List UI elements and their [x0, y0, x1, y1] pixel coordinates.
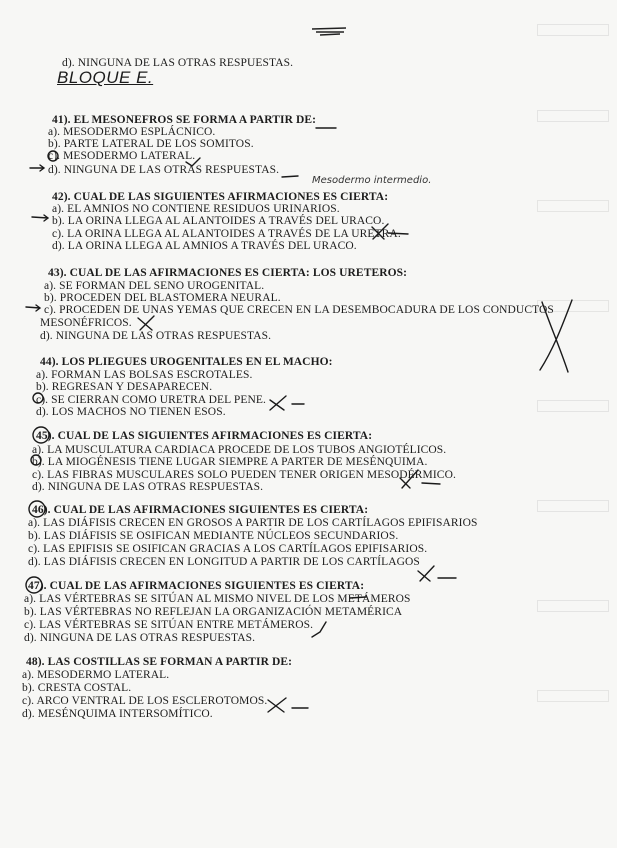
question-stem: 45). CUAL DE LAS SIGUIENTES AFIRMACIONES ES CIERTA:	[36, 430, 373, 442]
cross-mark	[372, 224, 408, 239]
big-cross-mark	[540, 300, 572, 372]
cross-mark	[270, 396, 304, 410]
check-mark	[186, 158, 200, 166]
cross-mark	[138, 316, 154, 330]
question-stem: 46). CUAL DE LAS AFIRMACIONES SIGUIENTES ES CIERTA:	[32, 504, 369, 516]
number-circle-mark	[29, 501, 45, 517]
dash-mark	[282, 176, 298, 177]
answer-option: d). NINGUNA DE LAS OTRAS RESPUESTAS.	[48, 164, 280, 176]
answer-option: a). LAS DIÁFISIS CRECEN EN GROSOS A PARTIR DE LOS CARTÍLAGOS EPIFISARIOS	[28, 517, 478, 529]
answer-option: b). REGRESAN Y DESAPARECEN.	[36, 381, 213, 393]
answer-option: c). SE CIERRAN COMO URETRA DEL PENE.	[36, 394, 266, 406]
answer-option: a). MESODERMO ESPLÁCNICO.	[48, 126, 216, 138]
answer-option: c). LAS FIBRAS MUSCULARES SOLO PUEDEN TENER ORIGEN MESODÉRMICO.	[32, 469, 456, 481]
answer-option: d). NINGUNA DE LAS OTRAS RESPUESTAS.	[24, 632, 256, 644]
answer-option: d). NINGUNA DE LAS OTRAS RESPUESTAS.	[40, 330, 272, 342]
question-stem: 48). LAS COSTILLAS SE FORMAN A PARTIR DE:	[26, 656, 293, 668]
question-stem: 43). CUAL DE LAS AFIRMACIONES ES CIERTA: LOS URETEROS:	[48, 267, 408, 279]
answer-option: a). SE FORMAN DEL SENO UROGENITAL.	[44, 280, 265, 292]
answer-option: d). LA ORINA LLEGA AL AMNIOS A TRAVÉS DEL URACO.	[52, 240, 357, 252]
circle-mark	[33, 393, 43, 403]
arrow-mark	[26, 305, 40, 311]
circle-mark	[31, 455, 41, 465]
arrow-mark	[30, 165, 44, 171]
answer-option: b). LA MIOGÉNESIS TIENE LUGAR SIEMPRE A PARTER DE MESÉNQUIMA.	[32, 456, 428, 468]
answer-option: MESONÉFRICOS.	[40, 317, 132, 329]
answer-option: a). LAS VÉRTEBRAS SE SITÚAN AL MISMO NIVEL DE LOS METÁMEROS	[24, 593, 411, 605]
number-circle-mark	[33, 427, 49, 443]
answer-option: d). LOS MACHOS NO TIENEN ESOS.	[36, 406, 226, 418]
arrow-mark	[32, 215, 48, 221]
answer-option: b). LA ORINA LLEGA AL ALANTOIDES A TRAVÉS DEL URACO.	[52, 215, 385, 227]
dash-mark	[350, 597, 366, 598]
answer-option: c). PROCEDEN DE UNAS YEMAS QUE CRECEN EN LA DESEMBOCADURA DE LOS CONDUCTOS	[44, 304, 554, 316]
cross-mark	[268, 698, 308, 712]
question-stem: 42). CUAL DE LAS SIGUIENTES AFIRMACIONES ES CIERTA:	[52, 191, 389, 203]
cross-mark	[418, 566, 456, 581]
answer-option: c). ARCO VENTRAL DE LOS ESCLEROTOMOS.	[22, 695, 268, 707]
circle-mark	[48, 151, 58, 161]
number-circle-mark	[26, 577, 42, 593]
cross-mark	[400, 470, 440, 488]
answer-option: d). NINGUNA DE LAS OTRAS RESPUESTAS.	[32, 481, 264, 493]
answer-option: a). FORMAN LAS BOLSAS ESCROTALES.	[36, 369, 253, 381]
answer-option: c). LAS EPIFISIS SE OSIFICAN GRACIAS A LOS CARTÍLAGOS EPIFISARIOS.	[28, 543, 428, 555]
answer-option: b). LAS DIÁFISIS SE OSIFICAN MEDIANTE NÚCLEOS SECUNDARIOS.	[28, 530, 399, 542]
answer-option: a). MESODERMO LATERAL.	[22, 669, 170, 681]
answer-option: c). LA ORINA LLEGA AL ALANTOIDES A TRAVÉS DE LA URETRA.	[52, 228, 401, 240]
answer-option: b). PROCEDEN DEL BLASTOMERA NEURAL.	[44, 292, 281, 304]
question-stem: 44). LOS PLIEGUES UROGENITALES EN EL MACHO:	[40, 356, 333, 368]
answer-option: b). LAS VÉRTEBRAS NO REFLEJAN LA ORGANIZACIÓN METAMÉRICA	[24, 606, 403, 618]
answer-option: c). MESODERMO LATERAL.	[48, 150, 196, 162]
block-title: BLOQUE E.	[57, 68, 154, 87]
answer-option: a). EL AMNIOS NO CONTIENE RESIDUOS URINARIOS.	[52, 203, 340, 215]
question-stem: 47). CUAL DE LAS AFIRMACIONES SIGUIENTES ES CIERTA:	[28, 580, 365, 592]
answer-option: b). CRESTA COSTAL.	[22, 682, 132, 694]
answer-option: d). MESÉNQUIMA INTERSOMÍTICO.	[22, 708, 213, 720]
answer-option: a). LA MUSCULATURA CARDIACA PROCEDE DE LOS TUBOS ANGIOTÉLICOS.	[32, 444, 447, 456]
question-stem: 41). EL MESONEFROS SE FORMA A PARTIR DE:	[52, 114, 317, 126]
answer-option: c). LAS VÉRTEBRAS SE SITÚAN ENTRE METÁMEROS.	[24, 619, 314, 631]
answer-option: d). LAS DIÁFISIS CRECEN EN LONGITUD A PARTIR DE LOS CARTÍLAGOS	[28, 556, 420, 568]
handwritten-note: Mesodermo intermedio.	[312, 175, 432, 186]
intro-option: d). NINGUNA DE LAS OTRAS RESPUESTAS.	[62, 57, 294, 69]
check-mark	[312, 622, 326, 637]
answer-option: b). PARTE LATERAL DE LOS SOMITOS.	[48, 138, 254, 150]
